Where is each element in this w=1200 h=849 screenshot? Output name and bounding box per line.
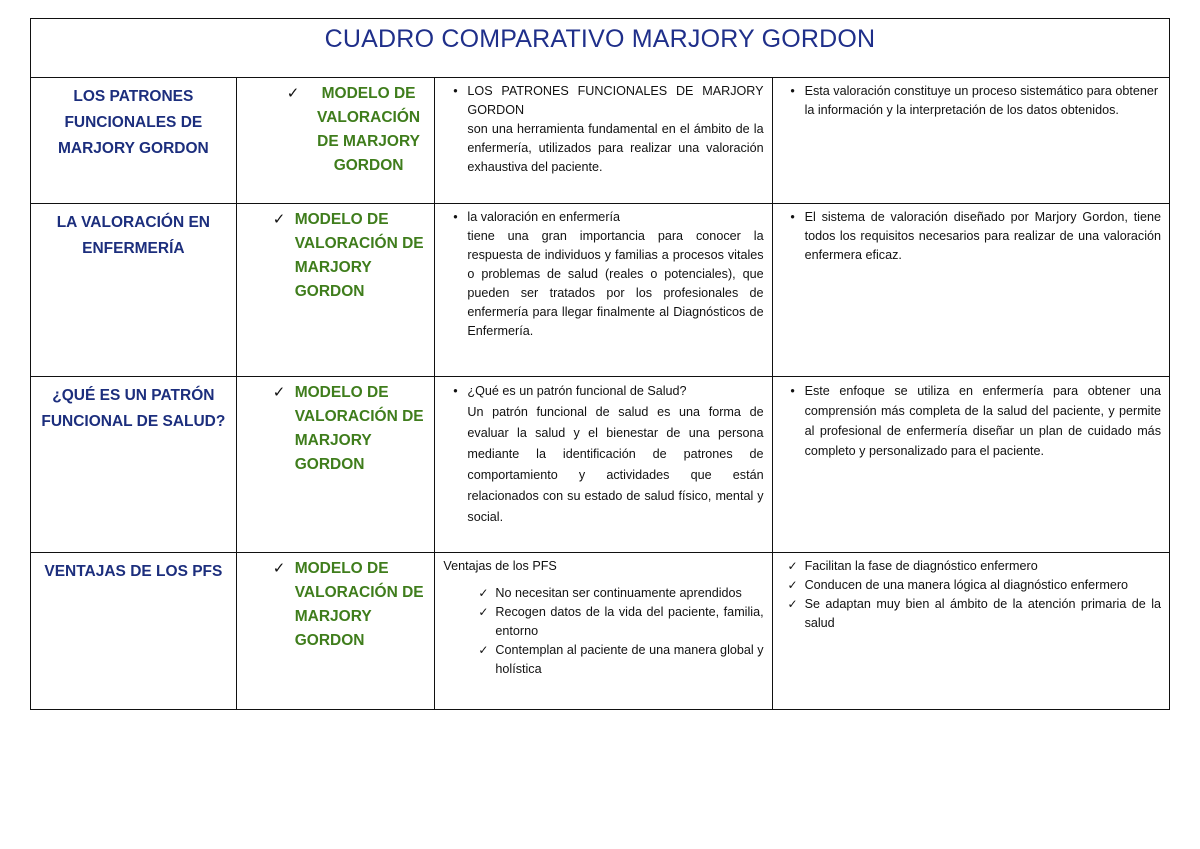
description-text: son una herramienta fundamental en el ámbito de la enfermería, utilizados para realizar una valoración exhaustiva del paciente. [467, 122, 764, 174]
model-label: MODELO DE VALORACIÓN DE MARJORY GORDON [294, 211, 424, 300]
list-item [443, 603, 763, 641]
bullet-icon: • [453, 210, 458, 224]
table-row [31, 204, 1170, 377]
check-icon: ✓ [272, 560, 286, 577]
table-row [31, 377, 1170, 553]
title-row [31, 19, 1170, 78]
description-cell [435, 204, 772, 377]
model-label: MODELO DE VALORACIÓN DE MARJORY GORDON [317, 85, 421, 174]
pattern-cell [31, 78, 237, 204]
table-row [31, 78, 1170, 204]
list-item-text: Se adaptan muy bien al ámbito de la atención primaria de la salud [804, 597, 1161, 630]
pattern-label: LA VALORACIÓN EN ENFERMERÍA [56, 214, 210, 257]
list-item [443, 641, 763, 679]
check-icon: ✓ [787, 578, 798, 592]
comparison-document [30, 18, 1170, 710]
list-item [781, 557, 1161, 576]
list-item [443, 584, 763, 603]
comparison-text: Este enfoque se utiliza en enfermería para obtener una comprensión más completa de la salud del paciente, y permite al profesional de enfermería diseñar un plan de cuidado más completo y personalizado para el paciente. [804, 384, 1161, 458]
pattern-cell [31, 204, 237, 377]
comparison-text: Esta valoración constituye un proceso sistemático para obtener la información y la interpretación de los datos obtenidos. [804, 84, 1159, 117]
list-item-text: Facilitan la fase de diagnóstico enfermero [804, 559, 1038, 573]
bullet-icon: • [790, 84, 795, 98]
list-item [781, 595, 1161, 633]
bullet-icon: • [453, 384, 458, 398]
description-cell [435, 377, 772, 553]
model-cell [236, 204, 435, 377]
model-cell [236, 553, 435, 710]
description-text: tiene una gran importancia para conocer la respuesta de individuos y familias a procesos vitales o problemas de salud (reales o potenciales), que pueden ser tratados por los profesionales de enfermería para llegar finalmente al Diagnósticos de Enfermería. [467, 229, 764, 338]
model-label: MODELO DE VALORACIÓN DE MARJORY GORDON [294, 560, 424, 649]
page-title: CUADRO COMPARATIVO MARJORY GORDON [324, 25, 876, 53]
model-cell [236, 78, 435, 204]
pattern-cell [31, 553, 237, 710]
comparison-cell [772, 553, 1169, 710]
description-heading: la valoración en enfermería [467, 210, 621, 224]
model-cell [236, 377, 435, 553]
comparison-cell [772, 204, 1169, 377]
title-cell [31, 19, 1170, 78]
pattern-label: ¿QUÉ ES UN PATRÓN FUNCIONAL DE SALUD? [41, 387, 226, 430]
pattern-label: VENTAJAS DE LOS PFS [44, 563, 223, 580]
comparison-text: El sistema de valoración diseñado por Marjory Gordon, tiene todos los requisitos necesarios para realizar de una valoración enfermera eficaz. [804, 210, 1161, 262]
check-icon: ✓ [787, 559, 798, 573]
comparison-cell [772, 78, 1169, 204]
pattern-cell [31, 377, 237, 553]
comparison-cell [772, 377, 1169, 553]
check-icon: ✓ [272, 384, 286, 401]
list-item-text: Recogen datos de la vida del paciente, familia, entorno [495, 605, 764, 638]
check-icon: ✓ [478, 643, 489, 657]
table-row [31, 553, 1170, 710]
description-heading: Ventajas de los PFS [443, 559, 557, 573]
comparison-table [30, 18, 1170, 710]
description-cell [435, 553, 772, 710]
check-icon: ✓ [272, 211, 286, 228]
list-item-text: No necesitan ser continuamente aprendidos [495, 586, 742, 600]
description-heading: ¿Qué es un patrón funcional de Salud? [467, 384, 687, 398]
description-heading: LOS PATRONES FUNCIONALES DE MARJORY GORDON [467, 84, 764, 117]
check-icon: ✓ [286, 85, 300, 102]
list-item-text: Contemplan al paciente de una manera global y holística [495, 643, 764, 676]
description-text: Un patrón funcional de salud es una forma de evaluar la salud y el bienestar de una persona mediante la identificación de patrones de comportamiento y actividades que están relacionados con su estado de salud físico, mental y social. [467, 405, 764, 524]
list-item [781, 576, 1161, 595]
bullet-icon: • [790, 210, 795, 224]
check-icon: ✓ [478, 605, 489, 619]
check-icon: ✓ [787, 597, 798, 611]
description-cell [435, 78, 772, 204]
bullet-icon: • [790, 384, 795, 398]
bullet-icon: • [453, 84, 458, 98]
model-label: MODELO DE VALORACIÓN DE MARJORY GORDON [294, 384, 424, 473]
pattern-label: LOS PATRONES FUNCIONALES DE MARJORY GORDON [58, 88, 209, 157]
check-icon: ✓ [478, 586, 489, 600]
list-item-text: Conducen de una manera lógica al diagnóstico enfermero [804, 578, 1129, 592]
